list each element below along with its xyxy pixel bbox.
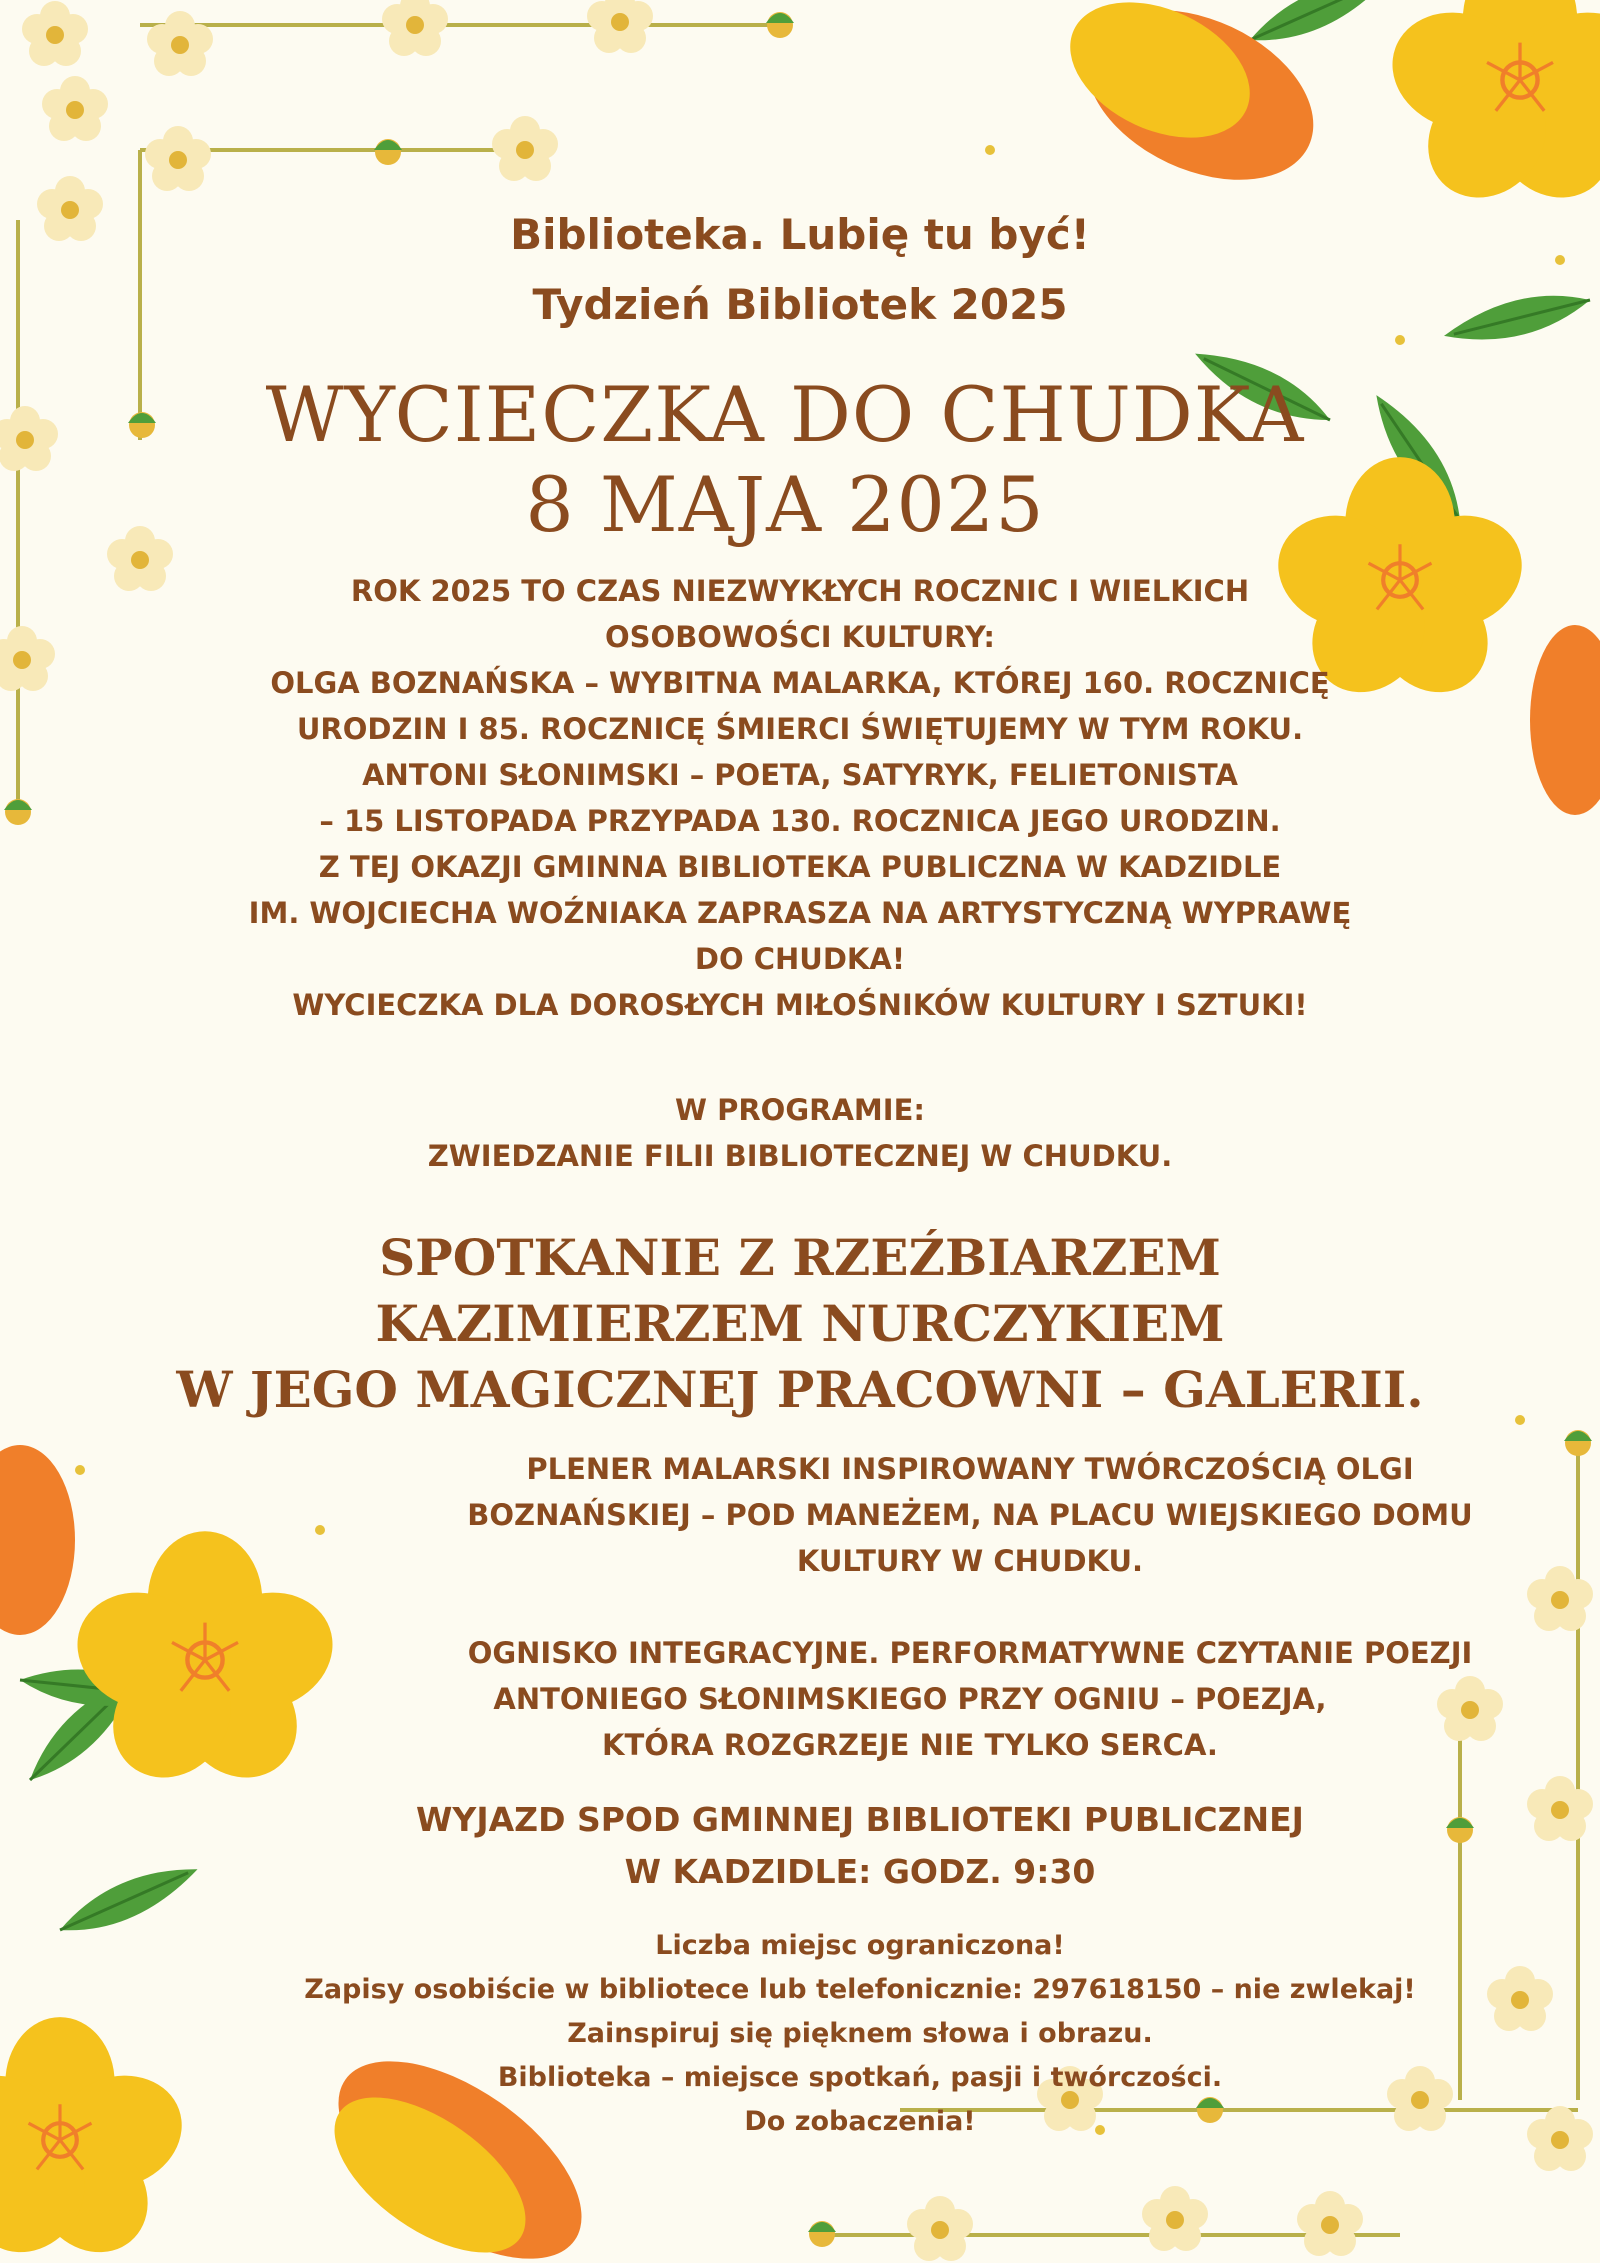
- intro-block: [0, 568, 1600, 1028]
- intro-line-5: ANTONI SŁONIMSKI – POETA, SATYRYK, FELIETONISTA: [362, 758, 1238, 792]
- intro-line-9: DO CHUDKA!: [694, 942, 906, 976]
- intro-line-10: WYCIECZKA DLA DOROSŁYCH MIŁOŚNIKÓW KULTURY I SZTUKI!: [292, 988, 1308, 1022]
- meeting-line-2: KAZIMIERZEM NURCZYKIEM: [375, 1294, 1225, 1353]
- footer-line-3: Zainspiruj się pięknem słowa i obrazu.: [567, 2018, 1153, 2049]
- program-item-1: ZWIEDZANIE FILII BIBLIOTECZNEJ W CHUDKU.: [427, 1139, 1173, 1173]
- footer-line-4: Biblioteka – miejsce spotkań, pasji i twórczości.: [497, 2062, 1223, 2093]
- bonfire-line-3: KTÓRA ROZGRZEJE NIE TYLKO SERCA.: [602, 1728, 1218, 1762]
- plener-line-2: BOZNAŃSKIEJ – POD MANEŻEM, NA PLACU WIEJSKIEGO DOMU: [467, 1498, 1473, 1532]
- footer-line-5: Do zobaczenia!: [744, 2106, 976, 2137]
- departure-line-2: W KADZIDLE: GODZ. 9:30: [624, 1852, 1096, 1891]
- intro-line-3: OLGA BOZNAŃSKA – WYBITNA MALARKA, KTÓREJ 160. ROCZNICĘ: [270, 666, 1330, 700]
- intro-line-8: IM. WOJCIECHA WOŹNIAKA ZAPRASZA NA ARTYSTYCZNĄ WYPRAWĘ: [248, 896, 1352, 930]
- meeting-line-1: SPOTKANIE Z RZEŹBIARZEM: [379, 1228, 1221, 1287]
- bonfire-line-1: OGNISKO INTEGRACYJNE. PERFORMATYWNE CZYTANIE POEZJI: [467, 1636, 1473, 1670]
- intro-line-1: ROK 2025 TO CZAS NIEZWYKŁYCH ROCZNIC I WIELKICH: [350, 574, 1250, 608]
- intro-line-7: Z TEJ OKAZJI GMINNA BIBLIOTEKA PUBLICZNA W KADZIDLE: [318, 850, 1282, 884]
- footer-line-1: Liczba miejsc ograniczona!: [655, 1930, 1065, 1961]
- title-line-2: 8 MAJA 2025: [525, 460, 1045, 549]
- title-line-1: WYCIECZKA DO CHUDKA: [265, 370, 1305, 459]
- meeting-line-3: W JEGO MAGICZNEJ PRACOWNI – GALERII.: [176, 1360, 1424, 1419]
- plener-line-3: KULTURY W CHUDKU.: [796, 1544, 1144, 1578]
- intro-line-4: URODZIN I 85. ROCZNICĘ ŚMIERCI ŚWIĘTUJEMY W TYM ROKU.: [296, 712, 1304, 746]
- departure-line-1: WYJAZD SPOD GMINNEJ BIBLIOTEKI PUBLICZNEJ: [416, 1800, 1304, 1839]
- header-line-1: Biblioteka. Lubię tu być!: [510, 210, 1090, 259]
- program-heading: W PROGRAMIE:: [675, 1093, 925, 1127]
- header-line-2: Tydzień Bibliotek 2025: [532, 280, 1068, 329]
- intro-line-2: OSOBOWOŚCI KULTURY:: [605, 620, 995, 654]
- intro-line-6: – 15 LISTOPADA PRZYPADA 130. ROCZNICA JEGO URODZIN.: [319, 804, 1281, 838]
- plener-line-1: PLENER MALARSKI INSPIROWANY TWÓRCZOŚCIĄ OLGI: [526, 1452, 1414, 1486]
- footer-block: [60, 1924, 1600, 2144]
- footer-line-2: Zapisy osobiście w bibliotece lub telefonicznie: 297618150 – nie zwlekaj!: [304, 1974, 1416, 2005]
- bonfire-line-2: ANTONIEGO SŁONIMSKIEGO PRZY OGNIU – POEZJA,: [493, 1682, 1327, 1716]
